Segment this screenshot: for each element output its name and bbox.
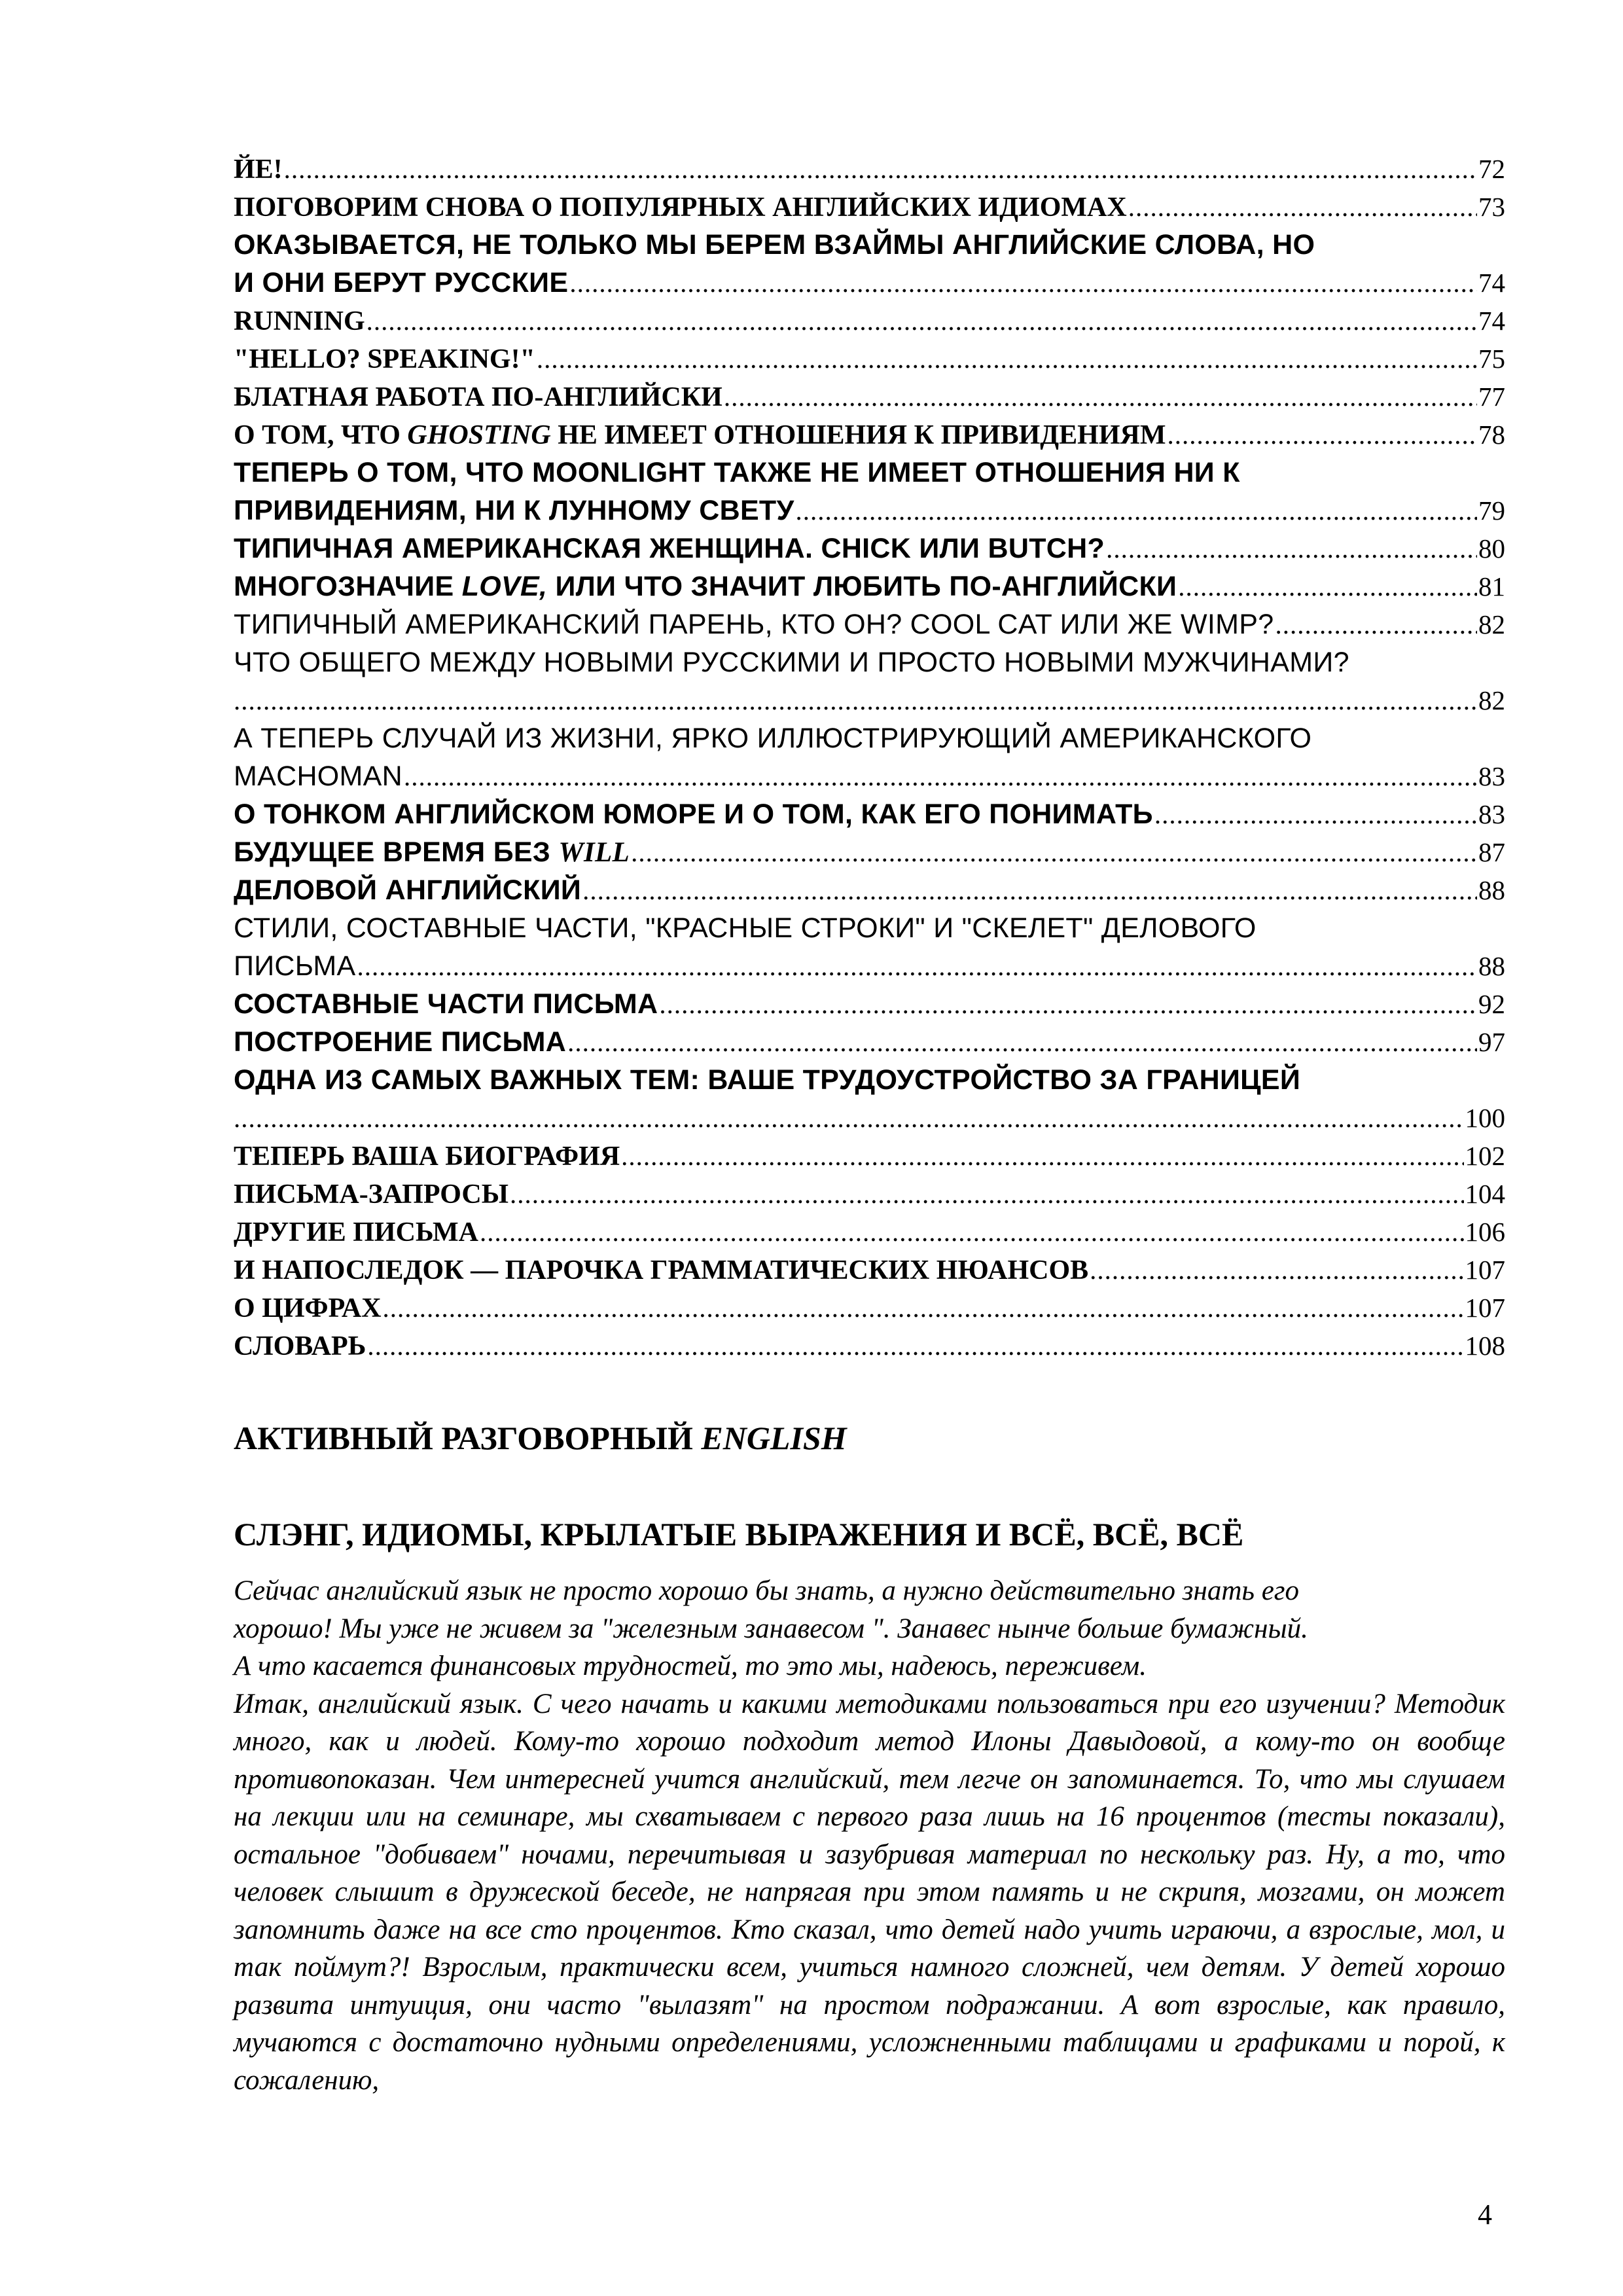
toc-entry-title-line1: ЧТО ОБЩЕГО МЕЖДУ НОВЫМИ РУССКИМИ И ПРОСТО НОВЫМИ МУЖЧИНАМИ? [234, 647, 1349, 678]
toc-entry [234, 836, 1505, 874]
toc-entry [234, 533, 1505, 571]
toc-entry-title [234, 571, 1177, 603]
toc-entry-title: ЙЕ! [234, 154, 283, 185]
toc-title-italic-part: LOVE, [461, 571, 548, 602]
toc-entry [234, 798, 1505, 836]
toc-leader-dots [234, 1102, 1464, 1134]
toc-leader-dots [1154, 798, 1477, 830]
toc-page-number: 87 [1478, 837, 1505, 867]
toc-entry-title-line1: А ТЕПЕРЬ СЛУЧАЙ ИЗ ЖИЗНИ, ЯРКО ИЛЛЮСТРИРУЮЩИЙ АМЕРИКАНСКОГО [234, 723, 1312, 754]
toc-entry [234, 191, 1505, 229]
toc-entry-title-line1: ОКАЗЫВАЕТСЯ, НЕ ТОЛЬКО МЫ БЕРЕМ ВЗАЙМЫ АНГЛИЙСКИЕ СЛОВА, НО [234, 229, 1315, 260]
toc-entry [234, 647, 1505, 723]
toc-entry [234, 1178, 1505, 1216]
body-text [234, 1572, 1505, 2099]
toc-page-number: 107 [1465, 1255, 1505, 1285]
toc-leader-dots [1178, 571, 1477, 602]
toc-leader-dots [1106, 533, 1477, 564]
toc-entry-title: БЛАТНАЯ РАБОТА ПО-АНГЛИЙСКИ [234, 382, 722, 412]
toc-leader-dots [1167, 419, 1477, 450]
toc-page-number: 75 [1478, 344, 1505, 374]
toc-page-number: 88 [1478, 951, 1505, 981]
toc-entry-title: RUNNING [234, 306, 365, 336]
toc-leader-dots [367, 1330, 1463, 1361]
subsection-heading: СЛЭНГ, ИДИОМЫ, КРЫЛАТЫЕ ВЫРАЖЕНИЯ И ВСЁ, ВСЁ, ВСЁ [234, 1516, 1244, 1552]
page-number: 4 [1478, 2198, 1492, 2231]
toc-leader-dots [796, 495, 1477, 526]
toc-page-number: 97 [1478, 1027, 1505, 1057]
toc-entry [234, 229, 1505, 305]
toc-page-number: 72 [1478, 154, 1505, 184]
toc-entry [234, 419, 1505, 457]
toc-entry [234, 1292, 1505, 1330]
toc-leader-dots [284, 153, 1477, 185]
toc-title-italic-part: GHOSTING [407, 420, 551, 450]
toc-page-number: 100 [1465, 1103, 1505, 1133]
toc-entry-title: СЛОВАРЬ [234, 1331, 366, 1361]
toc-entry [234, 1254, 1505, 1292]
toc-page-number: 73 [1478, 192, 1505, 222]
paragraph: Итак, английский язык. С чего начать и какими методиками пользоваться при его изучении? Методик много, как и людей. Кому-то хорошо подходит метод Илоны Давыдовой, а кому-то он вообще противопоказан. Чем интересней учится английский, тем легче он запоминается. То, что мы слушаем на лекции или на семинаре, мы схватываем с первого раза лишь на 16 процентов (тесты показали), остальное "добиваем" ночами, перечитывая и зазубривая материал по нескольку раз. Ну, а то, что человек слышит в дружеской беседе, не напрягая при этом память и не скрипя, мозгами, он может запомнить даже на все сто процентов. Кто сказал, что детей надо учить играючи, а взрослые, мол, и так поймут?! Взрослым, практически всем, учиться намного сложней, чем детям. У детей хорошо развита интуиция, они часто "вылазят" на простом подражании. А вот взрослые, как правило, мучаются с достаточно нудными определениями, усложненными таблицами и графиками и порой, к сожалению, [234, 1688, 1505, 2096]
toc-page-number: 106 [1465, 1217, 1505, 1247]
toc-title-part: МНОГОЗНАЧИЕ [234, 571, 462, 602]
toc-page-number: 74 [1478, 268, 1505, 298]
toc-leader-dots [631, 836, 1477, 868]
toc-page-number: 82 [1478, 685, 1505, 715]
toc-page-number: 92 [1478, 989, 1505, 1019]
toc-entry [234, 912, 1505, 988]
toc-entry [234, 571, 1505, 609]
toc-page-number: 108 [1465, 1331, 1505, 1361]
toc-entry [234, 1330, 1505, 1368]
toc-entry-title: ДЕЛОВОЙ АНГЛИЙСКИЙ [234, 874, 582, 906]
toc-entry-title: ПИСЬМА [234, 950, 356, 982]
toc-entry-title-line1: ОДНА ИЗ САМЫХ ВАЖНЫХ ТЕМ: ВАШЕ ТРУДОУСТРОЙСТВО ЗА ГРАНИЦЕЙ [234, 1064, 1301, 1096]
toc-leader-dots [569, 267, 1477, 298]
toc-leader-dots [1128, 191, 1477, 223]
toc-leader-dots [621, 1140, 1463, 1172]
toc-entry-title [234, 836, 630, 869]
toc-leader-dots [480, 1216, 1464, 1247]
toc-entry [234, 874, 1505, 912]
toc-entry [234, 457, 1505, 533]
section-heading [234, 1419, 847, 1457]
toc-page-number: 104 [1465, 1179, 1505, 1209]
toc-entry-title: О ЦИФРАХ [234, 1293, 382, 1323]
toc-entry [234, 1216, 1505, 1254]
toc-entry-title: И ОНИ БЕРУТ РУССКИЕ [234, 267, 569, 298]
toc-entry-title [234, 420, 1166, 451]
toc-entry [234, 1026, 1505, 1064]
toc-entry [234, 381, 1505, 419]
toc-title-part: БУДУЩЕЕ ВРЕМЯ БЕЗ [234, 836, 559, 868]
toc-entry-title: ПРИВИДЕНИЯМ, НИ К ЛУННОМУ СВЕТУ [234, 495, 794, 526]
toc-entry-title: ТЕПЕРЬ ВАША БИОГРАФИЯ [234, 1141, 620, 1172]
toc-leader-dots [582, 874, 1477, 906]
toc-leader-dots [510, 1178, 1464, 1210]
toc-page-number: 79 [1478, 495, 1505, 526]
toc-title-part: НЕ ИМЕЕТ ОТНОШЕНИЯ К ПРИВИДЕНИЯМ [550, 420, 1166, 450]
toc-page-number: 81 [1478, 571, 1505, 601]
toc-entry-title: И НАПОСЛЕДОК — ПАРОЧКА ГРАММАТИЧЕСКИХ НЮАНСОВ [234, 1255, 1089, 1285]
toc-entry [234, 723, 1505, 798]
toc-entry-title: MACHOMAN [234, 761, 403, 792]
toc-page-number: 80 [1478, 533, 1505, 564]
toc-title-part: О ТОМ, ЧТО [234, 420, 408, 450]
toc-page-number: 82 [1478, 609, 1505, 639]
toc-entry-title-line1: СТИЛИ, СОСТАВНЫЕ ЧАСТИ, "КРАСНЫЕ СТРОКИ" И "СКЕЛЕТ" ДЕЛОВОГО [234, 912, 1257, 944]
toc-entry [234, 153, 1505, 191]
toc-leader-dots [357, 950, 1477, 982]
toc-entry-title: ТИПИЧНЫЙ АМЕРИКАНСКИЙ ПАРЕНЬ, КТО ОН? COOL CAT ИЛИ ЖЕ WIMP? [234, 609, 1274, 640]
toc-leader-dots [234, 685, 1477, 716]
toc-page-number: 78 [1478, 420, 1505, 450]
toc-entry [234, 1064, 1505, 1140]
toc-page-number: 102 [1465, 1141, 1505, 1171]
toc-leader-dots [383, 1292, 1464, 1323]
table-of-contents [234, 153, 1505, 1368]
toc-leader-dots [404, 761, 1477, 792]
section-heading-part: АКТИВНЫЙ РАЗГОВОРНЫЙ [234, 1420, 702, 1456]
toc-title-italic-part: WILL [558, 837, 630, 868]
toc-entry-title: ТИПИЧНАЯ АМЕРИКАНСКАЯ ЖЕНЩИНА. CHICK ИЛИ BUTCH? [234, 533, 1105, 564]
toc-entry-title: ПИСЬМА-ЗАПРОСЫ [234, 1179, 508, 1210]
toc-entry-title-line1: ТЕПЕРЬ О ТОМ, ЧТО MOONLIGHT ТАКЖЕ НЕ ИМЕЕТ ОТНОШЕНИЯ НИ К [234, 457, 1240, 488]
paragraph-line: А что касается финансовых трудностей, то это мы, надеюсь, переживем. [234, 1651, 1147, 1681]
toc-leader-dots [567, 1026, 1477, 1058]
toc-page-number: 107 [1465, 1293, 1505, 1323]
toc-page-number: 88 [1478, 875, 1505, 905]
toc-title-part: ИЛИ ЧТО ЗНАЧИТ ЛЮБИТЬ ПО-АНГЛИЙСКИ [547, 571, 1177, 602]
toc-leader-dots [724, 381, 1477, 412]
toc-entry [234, 1140, 1505, 1178]
toc-entry-title: О ТОНКОМ АНГЛИЙСКОМ ЮМОРЕ И О ТОМ, КАК ЕГО ПОНИМАТЬ [234, 798, 1153, 830]
toc-leader-dots [659, 988, 1477, 1020]
toc-leader-dots [1090, 1254, 1463, 1285]
toc-page-number: 83 [1478, 761, 1505, 791]
toc-page-number: 77 [1478, 382, 1505, 412]
toc-leader-dots [366, 305, 1477, 336]
toc-entry [234, 305, 1505, 343]
paragraph-line: хорошо! Мы уже не живем за "железным занавесом ". Занавес нынче больше бумажный. [234, 1613, 1308, 1644]
toc-entry-title: ПОГОВОРИМ СНОВА О ПОПУЛЯРНЫХ АНГЛИЙСКИХ ИДИОМАХ [234, 192, 1127, 223]
toc-entry-title: ПОСТРОЕНИЕ ПИСЬМА [234, 1026, 567, 1058]
toc-page-number: 74 [1478, 306, 1505, 336]
paragraph-line: Сейчас английский язык не просто хорошо бы знать, а нужно действительно знать его [234, 1575, 1300, 1606]
toc-entry [234, 988, 1505, 1026]
toc-entry [234, 343, 1505, 381]
section-heading-italic-part: ENGLISH [701, 1420, 847, 1456]
toc-leader-dots [1275, 609, 1477, 640]
toc-leader-dots [537, 343, 1477, 374]
toc-page-number: 83 [1478, 799, 1505, 829]
toc-entry [234, 609, 1505, 647]
toc-entry-title: "HELLO? SPEAKING!" [234, 344, 535, 374]
toc-entry-title: СОСТАВНЫЕ ЧАСТИ ПИСЬМА [234, 988, 658, 1020]
toc-entry-title: ДРУГИЕ ПИСЬМА [234, 1217, 478, 1247]
